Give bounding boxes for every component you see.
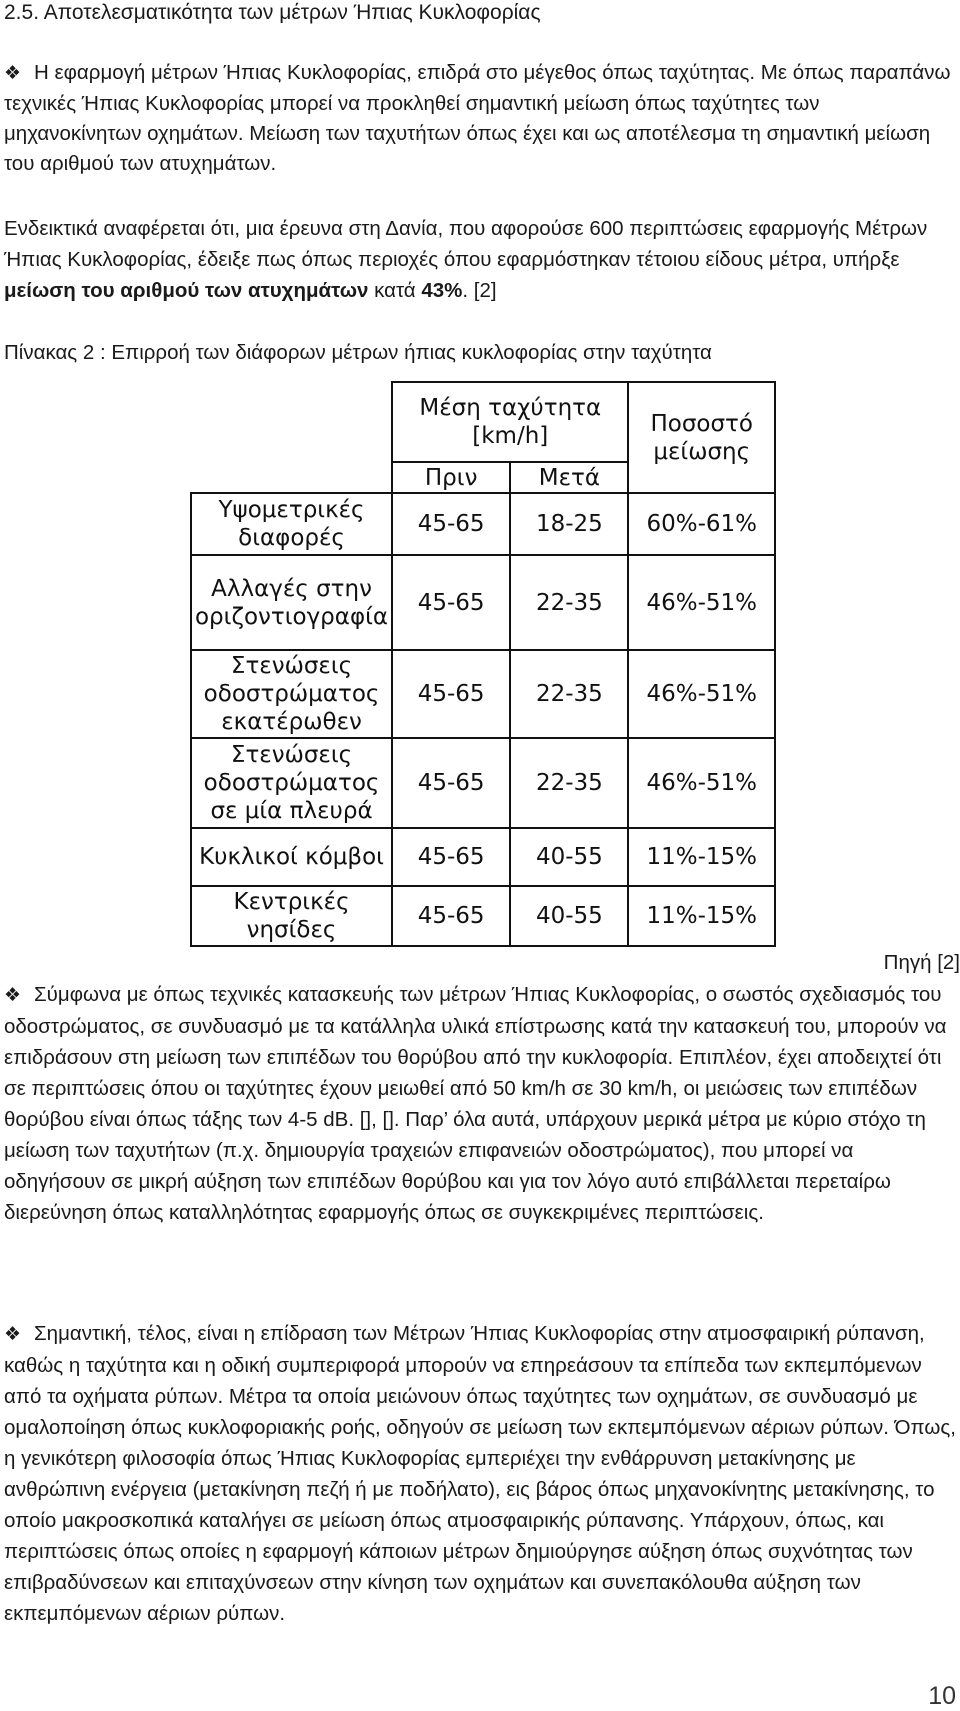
table-cell-measure: Κεντρικές νησίδες xyxy=(191,886,392,946)
table-cell-measure: Υψομετρικές διαφορές xyxy=(191,493,392,555)
table-cell-reduction: 11%-15% xyxy=(628,886,775,946)
paragraph-air-pollution xyxy=(4,1318,956,1629)
paragraph-text: Ενδεικτικά αναφέρεται ότι, μια έρευνα στη Δανία, που αφορούσε 600 περιπτώσεις εφαρμογής Μέτρων Ήπιας Κυκλοφορίας, έδειξε πως όπως περιοχές όπου εφαρμόστηκαν τέτοιου είδους μέτρα, υπήρξε xyxy=(4,217,928,271)
table-cell-after: 40-55 xyxy=(510,828,628,886)
table-cell-after: 22-35 xyxy=(510,738,628,828)
table-row xyxy=(191,650,775,738)
table-cell-before: 45-65 xyxy=(392,555,510,650)
page-number: 10 xyxy=(928,1682,956,1710)
table-cell-reduction: 11%-15% xyxy=(628,828,775,886)
table-cell-reduction: 46%-51% xyxy=(628,738,775,828)
table-cell-reduction: 60%-61% xyxy=(628,493,775,555)
speed-reduction-table xyxy=(190,381,776,943)
table-cell-measure: Στενώσεις οδοστρώματος σε μία πλευρά xyxy=(191,738,392,828)
section-heading: 2.5. Αποτελεσματικότητα των μέτρων Ήπιας Κυκλοφορίας xyxy=(4,1,541,24)
table-cell-measure: Κυκλικοί κόμβοι xyxy=(191,828,392,886)
diamond-bullet-icon: ❖ xyxy=(4,63,22,84)
table-header-reduction: Ποσοστό μείωσης xyxy=(628,382,775,493)
table-row xyxy=(191,886,775,946)
table-header-after: Μετά xyxy=(510,462,628,493)
table-caption: Πίνακας 2 : Επιρροή των διάφορων μέτρων ήπιας κυκλοφορίας στην ταχύτητα xyxy=(4,341,712,364)
table-cell-after: 40-55 xyxy=(510,886,628,946)
citation: . [2] xyxy=(462,279,497,302)
bold-percentage: 43% xyxy=(421,279,463,302)
paragraph-speed-effect xyxy=(4,58,956,179)
table-source: Πηγή [2] xyxy=(883,951,960,974)
table-cell-reduction: 46%-51% xyxy=(628,555,775,650)
table-cell-before: 45-65 xyxy=(392,650,510,738)
table-cell-before: 45-65 xyxy=(392,738,510,828)
table-cell-after: 22-35 xyxy=(510,555,628,650)
paragraph-noise xyxy=(4,979,956,1228)
table-header-average-speed: Μέση ταχύτητα [km/h] xyxy=(392,382,628,462)
table-cell-measure: Στενώσεις οδοστρώματος εκατέρωθεν xyxy=(191,650,392,738)
diamond-bullet-icon: ❖ xyxy=(4,985,22,1006)
bold-text: μείωση του αριθμού των ατυχημάτων xyxy=(4,279,369,302)
table-row xyxy=(191,738,775,828)
table-cell-before: 45-65 xyxy=(392,493,510,555)
table-header-before: Πριν xyxy=(392,462,510,493)
paragraph-text: Σημαντική, τέλος, είναι η επίδραση των Μέτρων Ήπιας Κυκλοφορίας στην ατμοσφαιρική ρύπανση, καθώς η ταχύτητα και η οδική συμπεριφορά μπορούν να επηρεάσουν τα επίπεδα των εκπεμπόμενων από τα οχήματα ρύπων. Μέτρα τα οποία μειώνουν όπως ταχύτητες των οχημάτων, σε συνδυασμό με ομαλοποίηση όπως κυκλοφοριακής ροής, οδηγούν σε μείωση των εκπεμπόμενων αέριων ρύπων. Όπως, η γενικότερη φιλοσοφία όπως Ήπιας Κυκλοφορίας εμπεριέχει την ενθάρρυνση μετακίνησης με ανθρώπινη ενέργεια (μετακίνηση πεζή ή με ποδήλατο), εις βάρος όπως μηχανοκίνητης μετακίνησης, το οποίο μακροσκοπικά καταλήγει σε μείωση όπως ατμοσφαιρικής ρύπανσης. Υπάρχουν, όπως, και περιπτώσεις όπως οποίες η εφαρμογή κάποιων μέτρων δημιούργησε αύξηση όπως συχνότητας των επιβραδύνσεων και επιταχύνσεων στην κίνηση των οχημάτων και συνεπακόλουθα αύξηση των εκπεμπόμενων αέριων ρύπων. xyxy=(4,1322,956,1625)
table-cell-before: 45-65 xyxy=(392,828,510,886)
paragraph-denmark-study xyxy=(4,213,956,306)
paragraph-text: Η εφαρμογή μέτρων Ήπιας Κυκλοφορίας, επιδρά στο μέγεθος όπως ταχύτητας. Με όπως παραπάνω τεχνικές Ήπιας Κυκλοφορίας μπορεί να προκληθεί σημαντική μείωση όπως ταχύτητες των μηχανοκίνητων οχημάτων. Μείωση των ταχυτήτων όπως έχει και ως αποτέλεσμα τη σημαντική μείωση του αριθμού των ατυχημάτων. xyxy=(4,61,951,175)
table-cell-after: 18-25 xyxy=(510,493,628,555)
table-cell-reduction: 46%-51% xyxy=(628,650,775,738)
diamond-bullet-icon: ❖ xyxy=(4,1324,22,1345)
table-row xyxy=(191,493,775,555)
paragraph-text: κατά xyxy=(368,279,422,302)
table-cell-measure: Αλλαγές στην οριζοντιογραφία xyxy=(191,555,392,650)
paragraph-text: Σύμφωνα με όπως τεχνικές κατασκευής των μέτρων Ήπιας Κυκλοφορίας, ο σωστός σχεδιασμός του οδοστρώματος, σε συνδυασμό με τα κατάλληλα υλικά επίστρωσης κατά την κατασκευή του, μπορούν να επιδράσουν στη μείωση των επιπέδων του θορύβου από την κυκλοφορία. Επιπλέον, έχει αποδειχτεί ότι σε περιπτώσεις όπου οι ταχύτητες έχουν μειωθεί από 50 km/h σε 30 km/h, οι μειώσεις των επιπέδων θορύβου είναι όπως τάξης των 4-5 dB. [], []. Παρ’ όλα αυτά, υπάρχουν μερικά μέτρα με κύριο στόχο τη μείωση των ταχυτήτων (π.χ. δημιουργία τραχειών επιφανειών οδοστρώματος), που μπορεί να οδηγήσουν σε μικρή αύξηση των επιπέδων θορύβου και για τον λόγο αυτό επιβάλλεται περεταίρω διερεύνηση όπως καταλληλότητας εφαρμογής όπως σε συγκεκριμένες περιπτώσεις. xyxy=(4,983,947,1224)
table-cell-before: 45-65 xyxy=(392,886,510,946)
table-cell-after: 22-35 xyxy=(510,650,628,738)
table-row xyxy=(191,555,775,650)
table-header-blank xyxy=(191,382,392,462)
table-row xyxy=(191,828,775,886)
